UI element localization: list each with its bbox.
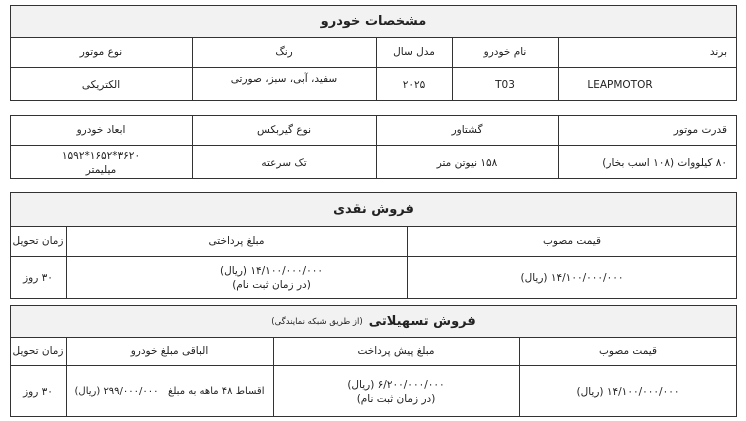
dimensions-unit: میلیمتر (85, 163, 117, 176)
value-model-year: ۲۰۲۵ (402, 78, 426, 91)
header-torque: گشتاور (451, 124, 483, 136)
cash-delivery: ۳۰ روز (23, 272, 53, 284)
header-engine-type: نوع موتور (79, 46, 123, 58)
cash-header-payment: مبلغ پرداختی (208, 235, 265, 247)
installment-remaining: اقساط ۴۸ ماهه به مبلغ ۲۹۹/۰۰۰/۰۰۰ (ریال) (74, 385, 265, 397)
value-torque: ۱۵۸ نیوتن متر (436, 156, 498, 169)
installment-header-price: قیمت مصوب (599, 345, 657, 357)
value-engine-type: الکتریکی (81, 78, 121, 91)
header-engine-power: قدرت موتور (673, 124, 727, 136)
header-model-year: مدل سال (393, 46, 435, 58)
cash-header-price: قیمت مصوب (543, 235, 601, 247)
dimensions-numbers: ۳۶۲۰*۱۶۵۲*۱۵۹۲ (61, 149, 141, 162)
installment-prepay-amount: ۶/۲۰۰/۰۰۰/۰۰۰ (ریال) (347, 378, 445, 391)
cash-header-delivery: زمان تحویل (12, 235, 64, 247)
cash-payment (66, 257, 407, 299)
header-car-name: نام خودرو (483, 46, 527, 58)
installment-title: فروش تسهیلاتی (368, 314, 476, 329)
cash-price: ۱۴/۱۰۰/۰۰۰/۰۰۰ (ریال) (520, 272, 624, 284)
value-gearbox: تک سرعته (261, 156, 307, 169)
cash-payment-amount: ۱۴/۱۰۰/۰۰۰/۰۰۰ (ریال) (220, 265, 324, 277)
installment-note: (از طریق شبکه نمایندگی) (271, 316, 363, 327)
installment-header-delivery: زمان تحویل (12, 345, 64, 357)
installment-price: ۱۴/۱۰۰/۰۰۰/۰۰۰ (ریال) (576, 385, 680, 398)
installment-prepay (273, 366, 519, 417)
value-color: سفید، آبی، سبز، صورتی (230, 72, 338, 85)
value-engine-power: ۸۰ کیلووات (۱۰۸ اسب بخار) (602, 156, 727, 169)
header-gearbox: نوع گیربکس (256, 124, 312, 136)
installment-header-prepay: مبلغ پیش پرداخت (357, 345, 435, 357)
header-dimensions: ابعاد خودرو (76, 124, 126, 136)
cash-title: فروش نقدی (333, 202, 414, 217)
installment-delivery: ۳۰ روز (23, 385, 53, 398)
cash-payment-note: (در زمان ثبت نام) (232, 279, 311, 291)
installment-title-wrap (10, 305, 737, 338)
value-brand: LEAPMOTOR (587, 78, 653, 91)
specs-title: مشخصات خودرو (320, 14, 427, 29)
installment-prepay-note: (در زمان ثبت نام) (356, 392, 436, 405)
value-dimensions (10, 146, 192, 179)
value-car-name: T03 (495, 78, 515, 91)
installment-header-remaining: الباقی مبلغ خودرو (130, 345, 209, 357)
header-brand: برند (709, 46, 727, 58)
header-color: رنگ (275, 46, 293, 58)
